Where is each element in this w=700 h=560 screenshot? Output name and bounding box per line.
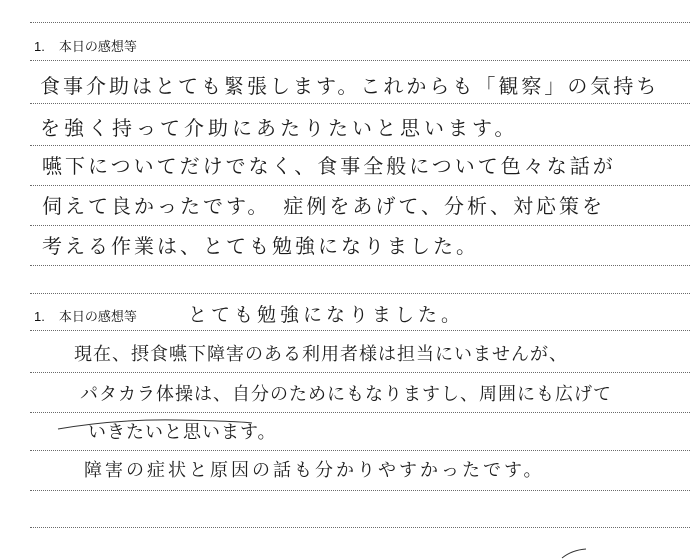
handwritten-line: を強く持って介助にあたりたいと思います。 xyxy=(40,116,519,140)
section-2-heading xyxy=(34,306,137,325)
ruled-line xyxy=(30,265,690,266)
ruled-line xyxy=(30,490,690,491)
ruled-line xyxy=(30,60,690,61)
handwritten-line: 嚥下についてだけでなく、食事全般について色々な話が xyxy=(42,154,616,178)
handwritten-line: 現在、摂食嚥下障害のある利用者様は担当にいませんが、 xyxy=(74,344,568,365)
handwritten-line: 伺えて良かったです。 症例をあげて、分析、対応策を xyxy=(42,194,605,218)
ruled-line xyxy=(30,527,690,528)
handwritten-line: 障害の症状と原因の話も分かりやすかったです。 xyxy=(84,460,545,481)
ruled-line xyxy=(30,450,690,451)
ruled-line xyxy=(30,330,690,331)
section-2-title: 本日の感想等 xyxy=(58,309,137,324)
section-1-heading xyxy=(34,36,137,55)
ruled-line xyxy=(30,412,690,413)
ruled-line xyxy=(30,225,690,226)
ruled-line xyxy=(30,103,690,104)
pen-stroke-mark xyxy=(56,417,256,431)
handwritten-line: 食事介助はとても緊張します。これからも「観察」の気持ち xyxy=(40,74,660,98)
inline-comment: とても勉強になりました。 xyxy=(188,304,465,326)
handwritten-line: 考える作業は、とても勉強になりました。 xyxy=(42,234,479,258)
section-1-title: 本日の感想等 xyxy=(58,39,137,54)
ruled-line xyxy=(30,372,690,373)
handwritten-line: パタカラ体操は、自分のためにもなりますし、周囲にも広げて xyxy=(80,384,612,405)
ruled-line xyxy=(30,185,690,186)
ruled-line xyxy=(30,293,690,294)
ruled-line xyxy=(30,22,690,23)
section-2-number: 1. xyxy=(34,309,45,324)
section-1-number: 1. xyxy=(34,39,45,54)
handwritten-line: いきたいと思います。 xyxy=(88,422,277,443)
ruled-line xyxy=(30,145,690,146)
pen-stroke-mark xyxy=(560,548,590,560)
